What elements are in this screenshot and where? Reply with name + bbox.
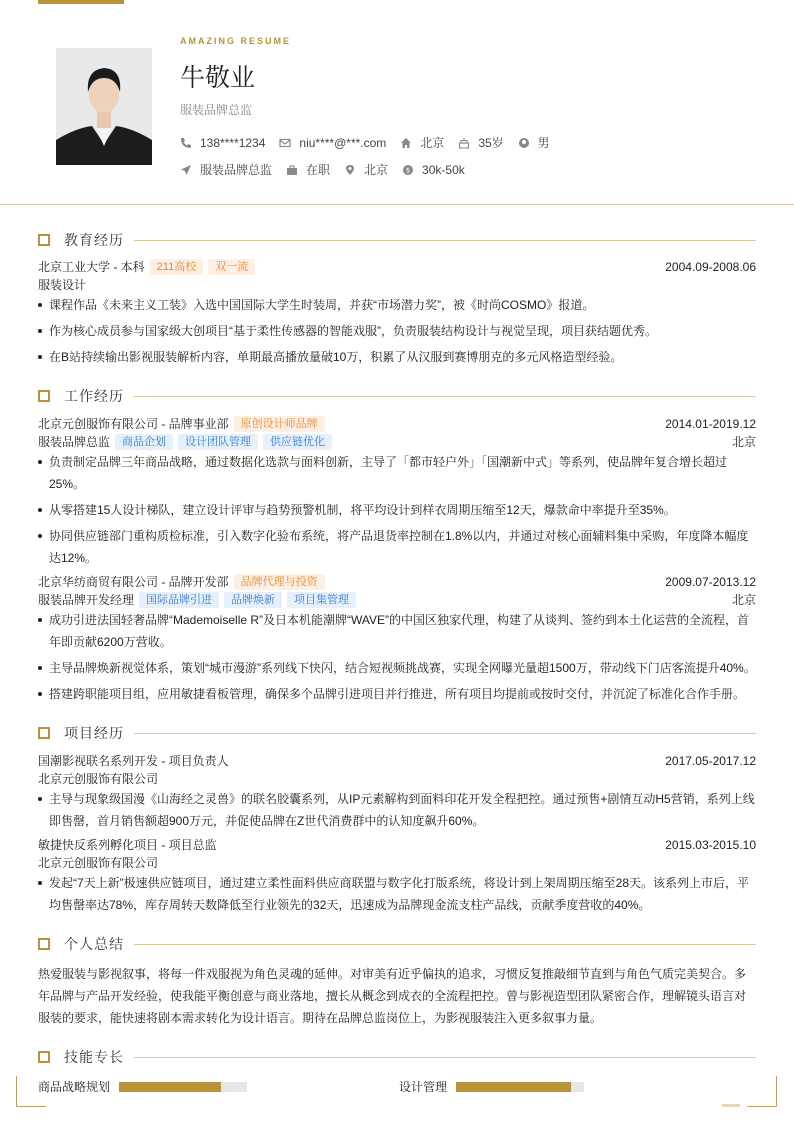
skill-item — [399, 1078, 584, 1095]
role-text: 服装品牌开发经理 — [38, 593, 135, 607]
education-bullet: 在B站持续输出影视服装解析内容，单期最高播放量破10万，积累了从汉服到赛博朋克的多元风格造型经验。 — [38, 346, 756, 368]
skill-tag: 项目集管理 — [287, 592, 356, 608]
work-bullet: 协同供应链部门重构质检标准，引入数字化验布系统，将产品退货率控制在1.8%以内，并通过对核心面辅料集中采购，年度降本幅度达12%。 — [38, 525, 756, 569]
section-square-icon — [38, 938, 50, 950]
location-text: 北京 — [364, 163, 389, 177]
skill-level-bar — [119, 1082, 247, 1092]
section-divider — [134, 240, 756, 241]
skill-item — [38, 1078, 247, 1095]
status-text: 在职 — [306, 163, 331, 177]
contact-row — [180, 134, 564, 151]
city-text: 北京 — [420, 136, 445, 150]
work-bullet: 成功引进法国轻奢品牌“Mademoiselle R”及日本机能潮牌“WAVE”的中国区独家代理，构建了从谈判、签约到本土化运营的全流程，首年即贡献6200万营收。 — [38, 609, 756, 653]
project-company-row — [38, 770, 756, 787]
gender-icon — [518, 137, 530, 149]
position-text: 服装品牌总监 — [200, 163, 273, 177]
education-bullet: 作为核心成员参与国家级大创项目“基于柔性传感器的智能戏服”，负责服装结构设计与视觉呈现，项目获结题优秀。 — [38, 320, 756, 342]
location-item — [344, 161, 388, 178]
work-location: 北京 — [731, 593, 756, 607]
summary-text: 热爱服装与影视叙事，将每一件戏服视为角色灵魂的延伸。对审美有近乎偏执的追求，习惯反复推敲细节直到与角色气质完美契合。多年品牌与产品开发经验，使我能平衡创意与商业落地，擅长从概念到成衣的全流程把控。曾与影视造型团队紧密合作，理解镜头语言对服装的要求，能快速将剧本需求转化为设计语言。期待在品牌总监岗位上，为影视服装注入更多叙事力量。 — [38, 967, 747, 1025]
skill-level-fill — [456, 1082, 571, 1092]
section-title: 个人总结 — [64, 936, 124, 952]
education-bullet: 课程作品《未来主义工装》入选中国国际大学生时装周，并获“市场潜力奖”，被《时尚COSMO》报道。 — [38, 294, 756, 316]
section-divider — [134, 733, 756, 734]
birthday-cake-icon — [458, 137, 470, 149]
project-company: 北京元创服饰有限公司 — [38, 772, 159, 786]
page-corner-mark — [722, 1104, 740, 1107]
work-bullet: 主导品牌焕新视觉体系，策划“城市漫游”系列线下快闪，结合短视频挑战赛，实现全网曝光量超1500万，带动线下门店客流提升40%。 — [38, 657, 756, 679]
project-company-row — [38, 854, 756, 871]
city-item — [400, 134, 444, 151]
skill-tag: 供应链优化 — [263, 434, 332, 450]
email-icon — [279, 137, 291, 149]
education-date: 2004.09-2008.06 — [665, 259, 756, 274]
company-tag: 原创设计师品牌 — [234, 416, 325, 432]
send-icon — [180, 164, 192, 176]
company-tag: 品牌代理与投资 — [234, 574, 325, 590]
profile-photo — [56, 48, 152, 165]
education-section-header — [38, 230, 756, 250]
work-company-row — [38, 573, 756, 590]
section-square-icon — [38, 727, 50, 739]
work-location: 北京 — [731, 435, 756, 449]
phone-text: 138****1234 — [200, 135, 266, 150]
svg-text:$: $ — [405, 166, 411, 174]
education-entry-row — [38, 258, 756, 275]
salary-text: 30k-50k — [422, 162, 465, 177]
candidate-title: 服装品牌总监 — [180, 103, 253, 117]
section-title: 项目经历 — [64, 725, 124, 741]
section-divider — [134, 944, 756, 945]
job-intent-row — [180, 161, 479, 178]
phone-item — [180, 136, 265, 150]
project-date: 2015.03-2015.10 — [665, 837, 756, 852]
email-text: niu****@***.com — [299, 135, 387, 150]
company-name: 北京元创服饰有限公司 - 品牌事业部 — [38, 417, 229, 431]
section-square-icon — [38, 1051, 50, 1063]
email-item — [279, 136, 386, 150]
age-text: 35岁 — [478, 136, 504, 150]
section-divider — [134, 396, 756, 397]
skills-section-header — [38, 1047, 756, 1067]
section-square-icon — [38, 390, 50, 402]
section-square-icon — [38, 234, 50, 246]
resume-header — [0, 0, 794, 205]
project-title-row — [38, 836, 756, 853]
school-tag: 211高校 — [150, 259, 204, 275]
project-name: 敏捷快反系列孵化项目 - 项目总监 — [38, 838, 217, 852]
brand-label: AMAZING RESUME — [180, 36, 291, 46]
section-divider — [134, 1057, 756, 1058]
location-pin-icon — [344, 164, 356, 176]
salary-item — [402, 163, 465, 177]
role-text: 服装品牌总监 — [38, 435, 111, 449]
project-date: 2017.05-2017.12 — [665, 753, 756, 768]
gender-text: 男 — [537, 136, 550, 150]
work-bullet: 负责制定品牌三年商品战略，通过数据化选款与面料创新，主导了「都市轻户外」「国潮新中式」等系列，使品牌年复合增长超过25%。 — [38, 451, 756, 495]
skill-tag: 国际品牌引进 — [139, 592, 219, 608]
skill-name: 设计管理 — [399, 1080, 448, 1094]
skill-level-fill — [119, 1082, 221, 1092]
work-bullet: 搭建跨职能项目组，应用敏捷看板管理，确保多个品牌引进项目并行推进，所有项目均提前或按时交付，并沉淀了标准化合作手册。 — [38, 683, 756, 705]
skill-tag: 设计团队管理 — [178, 434, 258, 450]
section-title: 工作经历 — [64, 388, 124, 404]
skill-tag: 品牌焕新 — [224, 592, 282, 608]
work-section-header — [38, 386, 756, 406]
school-name: 北京工业大学 - 本科 — [38, 260, 145, 274]
project-title-row — [38, 752, 756, 769]
work-date: 2009.07-2013.12 — [665, 574, 756, 589]
gender-item — [518, 134, 550, 151]
status-item — [286, 161, 330, 178]
major-text: 服装设计 — [38, 278, 87, 292]
phone-icon — [180, 137, 192, 149]
projects-section-header — [38, 723, 756, 743]
project-bullet: 主导与现象级国漫《山海经之灵兽》的联名胶囊系列，从IP元素解构到面料印花开发全程把控。通过预售+剧情互动H5营销，系列上线即售罄，首月销售额超900万元，并促使品牌在Z世代消费群中的认知度飙升60%。 — [38, 788, 756, 832]
education-major-row — [38, 276, 756, 293]
candidate-name: 牛敬业 — [180, 63, 256, 92]
salary-icon — [402, 164, 414, 176]
work-date: 2014.01-2019.12 — [665, 416, 756, 431]
page-corner-frame-right — [747, 1076, 777, 1107]
project-bullet: 发起“7天上新”极速供应链项目，通过建立柔性面料供应商联盟与数字化打版系统，将设计到上架周期压缩至28天。该系列上市后，平均售罄率达78%，库存周转天数降低至行业领先的32天，迅速成为品牌现金流支柱产品线，贡献季度营收的40%。 — [38, 872, 756, 916]
home-icon — [400, 137, 412, 149]
section-title: 技能专长 — [64, 1049, 124, 1065]
age-item — [458, 134, 503, 151]
project-name: 国潮影视联名系列开发 - 项目负责人 — [38, 754, 229, 768]
school-tag: 双一流 — [208, 259, 255, 275]
page-corner-frame-left — [16, 1076, 46, 1107]
summary-section-header — [38, 934, 756, 954]
skill-name: 商品战略规划 — [38, 1080, 111, 1094]
work-company-row — [38, 415, 756, 432]
work-role-row — [38, 433, 756, 450]
skill-tag: 商品企划 — [115, 434, 173, 450]
work-bullet: 从零搭建15人设计梯队，建立设计评审与趋势预警机制，将平均设计到样衣周期压缩至12天，爆款命中率提升至35%。 — [38, 499, 756, 521]
briefcase-icon — [286, 164, 298, 176]
work-role-row — [38, 591, 756, 608]
section-title: 教育经历 — [64, 232, 124, 248]
company-name: 北京华纺商贸有限公司 - 品牌开发部 — [38, 575, 229, 589]
position-item — [180, 161, 272, 178]
skill-level-bar — [456, 1082, 584, 1092]
project-company: 北京元创服饰有限公司 — [38, 856, 159, 870]
